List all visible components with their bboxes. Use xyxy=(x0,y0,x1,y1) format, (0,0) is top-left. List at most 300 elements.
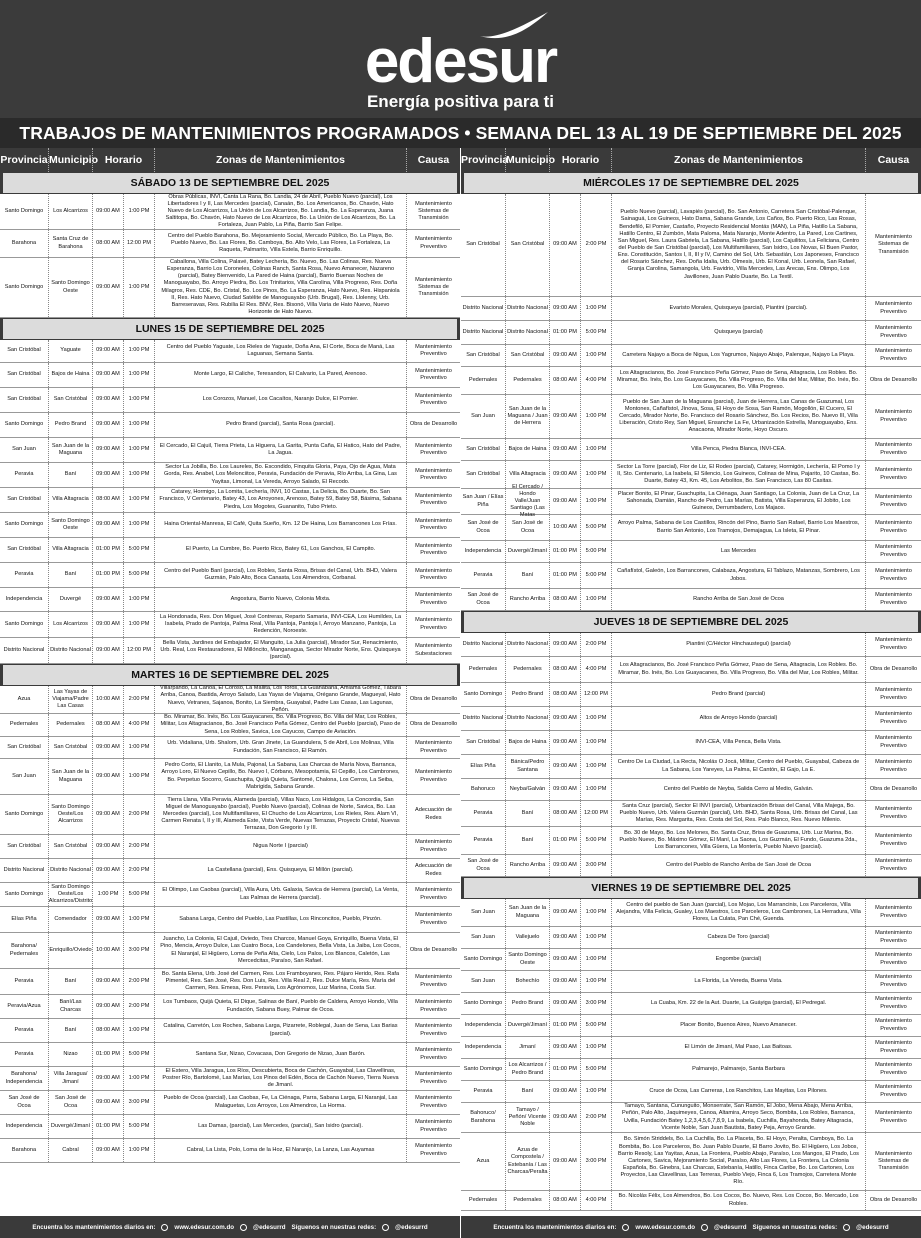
table-row xyxy=(461,194,921,297)
cell-provincia: Peravia xyxy=(473,809,493,816)
cell-hora-inicio: 09:00 AM xyxy=(549,855,580,876)
cell-hora-inicio: 09:00 AM xyxy=(92,588,123,611)
cell-causa: Mantenimiento Sistemas de Transmisión xyxy=(865,194,921,296)
cell-municipio: Baní xyxy=(505,827,549,854)
brand-logo: edesur xyxy=(364,27,557,96)
cell-hora-inicio: 09:00 AM xyxy=(92,438,123,462)
cell-municipio: San Cristóbal xyxy=(48,388,92,412)
cell-municipio: Villa Altagracia xyxy=(48,488,92,512)
cell-hora-inicio: 01:00 PM xyxy=(549,541,580,562)
table-row xyxy=(0,612,460,638)
cell-provincia: Distrito Nacional xyxy=(462,328,504,335)
cell-provincia: San Cristóbal xyxy=(466,351,500,358)
cell-hora-inicio: 09:00 AM xyxy=(549,731,580,754)
footer-handle2[interactable]: @edesurrd xyxy=(395,1223,428,1231)
cell-municipio: Pedro Brand xyxy=(505,993,549,1014)
cell-causa: Mantenimiento Preventivo xyxy=(865,855,921,876)
footer-follow: Síguenos en nuestras redes: xyxy=(291,1223,377,1231)
table-row xyxy=(0,588,460,612)
cell-provincia: Pedernales xyxy=(468,376,498,383)
table-row xyxy=(0,883,460,907)
cell-hora-inicio: 09:00 AM xyxy=(549,633,580,656)
cell-provincia: Bahoruco/ Barahona xyxy=(470,1110,496,1124)
table-row xyxy=(461,801,921,827)
cell-hora-inicio: 09:00 AM xyxy=(549,395,580,438)
cell-zonas: Engombe (parcial) xyxy=(611,949,865,970)
cell-hora-fin: 4:00 PM xyxy=(123,714,154,736)
table-row xyxy=(0,1019,460,1043)
table-row xyxy=(0,1139,460,1163)
cell-causa: Obra de Desarrollo xyxy=(406,686,460,713)
cell-zonas: Rancho Arriba de San José de Ocoa xyxy=(611,589,865,610)
cell-zonas: Bo. Simón Striddels, Bo. La Cuchilla, Bo. La Placeta, Bo. El Hoyo, Peralta, Camboya, Bo. La Bombita, Bo. Los Parceleros, Bo. Juan Pablo Duarte, El Barro Jovito, Bo. El Higüero, Los Jobos, Barrio Resoly, Las Yayitas, Azua, La Frontera, Pueblo Abajo, Paraíso, Los Mangos, El Prado, Los Cartones, Savica, Mejoramiento Social, Paraíso, Alto Las Flores, La Frontera, La Colonia Española, Bo. Ginebra, Las Charcas, Estebanía, Hatillo, Finca Caribe, Bo. Los Cartones, Los Proyectos, Las Clavellinas, Las Terreras, Pueblo Viejo, Finca 6, Los Tramojos, Carretera Monte Río. xyxy=(611,1133,865,1190)
cell-provincia: Santo Domingo xyxy=(4,890,44,897)
cell-provincia: Pedernales xyxy=(468,1196,498,1203)
cell-hora-fin: 1:00 PM xyxy=(123,258,154,317)
cell-causa: Mantenimiento Preventivo xyxy=(406,995,460,1018)
table-row xyxy=(461,395,921,439)
table-row xyxy=(0,907,460,933)
cell-provincia: San Juan / Elías Piña xyxy=(462,494,504,508)
cell-hora-fin: 3:00 PM xyxy=(580,993,611,1014)
day-label: SÁBADO 13 DE SEPTIEMBRE DEL 2025 xyxy=(2,172,458,194)
table-row xyxy=(0,488,460,513)
cell-hora-inicio: 10:00 AM xyxy=(549,515,580,540)
cell-hora-inicio: 09:00 AM xyxy=(92,1067,123,1090)
cell-hora-fin: 12:00 PM xyxy=(580,801,611,826)
cell-provincia: Azua xyxy=(17,695,31,702)
footer-web[interactable]: www.edesur.com.do xyxy=(635,1223,696,1231)
cell-hora-inicio: 09:00 AM xyxy=(92,995,123,1018)
day-header xyxy=(461,611,921,633)
cell-zonas: Villa Penca, Piedra Blanca, INVI-CEA. xyxy=(611,439,865,460)
cell-provincia: Peravia xyxy=(14,1050,34,1057)
cell-causa: Obra de Desarrollo xyxy=(865,1191,921,1210)
cell-zonas: Los Altagracianos, Bo. José Francisco Peña Gómez, Paso de Sena, Altagracia, Los Robles. Bo. Miramar, Bo. Inés, Bo. Los Guayacanes, Bo. Villa Progreso, Bo. Villa del Mar, Los Robles, Militar. xyxy=(611,657,865,682)
cell-provincia: Peravia xyxy=(14,977,34,984)
cell-hora-inicio: 08:00 AM xyxy=(92,1019,123,1042)
cell-causa: Adecuación de Redes xyxy=(406,795,460,834)
cell-municipio: Baní xyxy=(505,563,549,588)
cell-zonas: Tamayo, Santana, Cununguito, Monserrate, San Ramón, El Jobo, Mena Abajo, Mena Arriba, Peñón, Palo Alto, Jaquimeyes, Canoa, Altamira, Arroyo Seco, Bombita, Los Robles, Barranca, Uvilla, Fundación Batey 1,2,3,4,5,6,7,8,9, La Isabela, Cuchilla, Bayahonda, Batey Altagracia, Vicente Noble, San Juan Bautista, Batey Peja, Arroyo Grande. xyxy=(611,1103,865,1132)
cell-hora-fin: 5:00 PM xyxy=(123,538,154,562)
cell-hora-inicio: 09:00 AM xyxy=(549,439,580,460)
cell-hora-fin: 1:00 PM xyxy=(123,737,154,758)
cell-hora-fin: 5:00 PM xyxy=(580,541,611,562)
table-row xyxy=(461,367,921,395)
col-provincia: Provincia xyxy=(461,154,509,166)
social-icons[interactable] xyxy=(382,1224,389,1231)
cell-hora-inicio: 09:00 AM xyxy=(92,737,123,758)
cell-zonas: Santana Sur, Nizao, Covacasa, Don Gregorio de Nizao, Juan Barón. xyxy=(154,1043,406,1066)
table-row xyxy=(461,657,921,683)
cell-causa: Mantenimiento Preventivo xyxy=(406,563,460,587)
cell-provincia: San Juan xyxy=(471,933,495,940)
schedule-column-left xyxy=(0,172,460,1216)
cell-hora-fin: 1:00 PM xyxy=(580,395,611,438)
cell-causa: Mantenimiento Preventivo xyxy=(406,388,460,412)
cell-zonas: Cañafístol, Galeón, Los Barrancones, Calabaza, Angostura, El Tablazo, Matanzas, Sombrero, Los Jobos. xyxy=(611,563,865,588)
table-row xyxy=(0,638,460,664)
cell-provincia: Santo Domingo xyxy=(4,521,44,528)
cell-hora-inicio: 09:00 AM xyxy=(92,638,123,663)
cell-zonas: Carretera Najayo a Boca de Nigua, Los Yagrumos, Najayo Abajo, Palenque, Najayo La Playa. xyxy=(611,345,865,366)
cell-provincia: San Juan xyxy=(471,412,495,419)
cell-hora-inicio: 01:00 PM xyxy=(549,1015,580,1036)
cell-hora-fin: 1:00 PM xyxy=(123,1019,154,1042)
day-label: JUEVES 18 DE SEPTIEMBRE DEL 2025 xyxy=(463,611,919,633)
cell-municipio: Cabral xyxy=(48,1139,92,1162)
cell-municipio: Duvergé xyxy=(48,588,92,611)
table-row xyxy=(461,1103,921,1133)
cell-zonas: Centro del pueblo de San Juan (parcial), Los Mojao, Los Marrancinis, Los Parceleros, Villa Alejandra, Villa Felicia, Gualey, Los Maestros, Los Parceleros, Los Cambrones, La Herradura, Villa Flores, La Culata, Pan Ché, Guenda. xyxy=(611,899,865,926)
table-row xyxy=(461,1133,921,1191)
table-row xyxy=(0,363,460,388)
col-zonas: Zonas de Mantenimientos xyxy=(611,148,865,172)
cell-zonas: El Puerto, La Cumbre, Bo. Puerto Rico, Batey 61, Los Ganchos, El Campito. xyxy=(154,538,406,562)
cell-hora-fin: 1:00 PM xyxy=(580,707,611,730)
cell-provincia: San Cristóbal xyxy=(7,546,41,553)
cell-provincia: Independencia xyxy=(464,547,502,554)
cell-provincia: San Cristóbal xyxy=(466,738,500,745)
cell-hora-fin: 2:00 PM xyxy=(580,194,611,296)
cell-provincia: San Cristóbal xyxy=(466,445,500,452)
table-row xyxy=(0,859,460,883)
cell-municipio: El Cercado / Hondo Valle/Juan Santiago (Las Matas xyxy=(505,489,549,514)
table-row xyxy=(0,995,460,1019)
cell-municipio: Yaguate xyxy=(48,340,92,362)
cell-provincia: Pedernales xyxy=(9,721,39,728)
cell-hora-inicio: 09:00 AM xyxy=(92,194,123,229)
cell-provincia: Independencia xyxy=(5,595,43,602)
cell-hora-fin: 1:00 PM xyxy=(580,971,611,992)
cell-hora-inicio: 09:00 AM xyxy=(549,899,580,926)
cell-municipio: Santo Domingo Oeste xyxy=(48,258,92,317)
table-row xyxy=(0,194,460,230)
cell-municipio: Neyba/Galván xyxy=(505,779,549,800)
cell-provincia: Santo Domingo xyxy=(4,620,44,627)
cell-hora-inicio: 09:00 AM xyxy=(92,1139,123,1162)
cell-hora-fin: 5:00 PM xyxy=(580,1059,611,1080)
day-header xyxy=(0,664,460,686)
cell-municipio: San Juan de la Maguana xyxy=(48,759,92,794)
cell-municipio: San Cristóbal xyxy=(505,345,549,366)
table-row xyxy=(0,835,460,859)
table-row xyxy=(461,483,921,519)
cell-municipio: Nizao xyxy=(48,1043,92,1066)
cell-zonas: La Cuaba, Km. 22 de la Aut. Duarte, La Guáyiga (parcial), El Pedregal. xyxy=(611,993,865,1014)
cell-hora-inicio: 01:00 PM xyxy=(549,563,580,588)
cell-provincia: Peravia xyxy=(14,1026,34,1033)
footer-web[interactable]: www.edesur.com.do xyxy=(174,1223,235,1231)
col-causa: Causa xyxy=(865,148,921,172)
cell-municipio: Vallejuelo xyxy=(505,927,549,948)
cell-provincia: San Cristóbal xyxy=(7,743,41,750)
cell-hora-fin: 1:00 PM xyxy=(580,779,611,800)
cell-municipio: Bánica/Pedro Santana xyxy=(505,755,549,778)
footer-text: Encuentra los mantenimientos diarios en: xyxy=(32,1223,156,1231)
cell-municipio: San Juan de la Maguana xyxy=(48,438,92,462)
cell-provincia: Peravia xyxy=(14,571,34,578)
cell-hora-inicio: 09:00 AM xyxy=(549,461,580,488)
cell-hora-fin: 1:00 PM xyxy=(123,907,154,932)
cell-provincia: Independencia xyxy=(5,1122,43,1129)
cell-causa: Mantenimiento Preventivo xyxy=(406,737,460,758)
cell-municipio: Bajos de Haina xyxy=(505,439,549,460)
footer-handle[interactable]: @edesurrd xyxy=(714,1223,747,1231)
cell-hora-fin: 1:00 PM xyxy=(123,513,154,537)
table-row xyxy=(0,413,460,438)
cell-zonas: Monte Largo, El Caliche, Teresandon, El Calvario, La Pared, Arenoso. xyxy=(154,363,406,387)
table-row xyxy=(0,563,460,588)
cell-provincia: San Cristóbal xyxy=(7,396,41,403)
cell-hora-fin: 1:00 PM xyxy=(580,731,611,754)
cell-hora-fin: 1:00 PM xyxy=(123,463,154,487)
cell-causa: Mantenimiento Preventivo xyxy=(406,538,460,562)
cell-hora-fin: 1:00 PM xyxy=(123,759,154,794)
cell-hora-inicio: 08:00 AM xyxy=(92,230,123,257)
cell-causa: Mantenimiento Preventivo xyxy=(406,1091,460,1114)
cell-municipio: Santo Domingo Oeste xyxy=(48,513,92,537)
cell-causa: Mantenimiento Preventivo xyxy=(865,1081,921,1102)
cell-hora-fin: 1:00 PM xyxy=(580,439,611,460)
cell-causa: Mantenimiento Preventivo xyxy=(406,488,460,512)
cell-causa: Mantenimiento Sistemas de Transmisión xyxy=(865,1133,921,1190)
cell-municipio: Los Alcarrizos / Pedro Brand xyxy=(505,1059,549,1080)
cell-municipio: Santo Domingo Oeste/Los Alcarrizos xyxy=(48,795,92,834)
cell-hora-fin: 2:00 PM xyxy=(580,633,611,656)
cell-zonas: Haina Oriental-Manresa, El Café, Quita Sueño, Km. 12 De Haina, Los Barrancones Los Frías. xyxy=(154,513,406,537)
cell-hora-fin: 1:00 PM xyxy=(580,489,611,514)
cell-provincia: Santo Domingo xyxy=(4,810,44,817)
cell-hora-fin: 5:00 PM xyxy=(123,1043,154,1066)
table-row xyxy=(461,731,921,755)
cell-hora-inicio: 09:00 AM xyxy=(92,835,123,858)
cell-hora-fin: 1:00 PM xyxy=(123,612,154,637)
cell-causa: Mantenimiento Preventivo xyxy=(865,707,921,730)
table-row xyxy=(0,759,460,795)
table-row xyxy=(0,258,460,318)
cell-causa: Mantenimiento Preventivo xyxy=(865,589,921,610)
cell-municipio: Bajos de Haina xyxy=(505,731,549,754)
cell-causa: Mantenimiento Preventivo xyxy=(865,899,921,926)
footer-handle2[interactable]: @edesurrd xyxy=(856,1223,889,1231)
cell-zonas: Los Altagracianos, Bo. José Francisco Peña Gómez, Paso de Sena, Altagracia, Los Robles. Bo. Miramar, Bo. Inés, Bo. Los Guayacanes, Bo. Villa Progreso, Bo. Villa del Mar, Militar, Bo. Inés, Bo. Los Guayacanes, Bo. Villa Progreso. xyxy=(611,367,865,394)
table-row xyxy=(0,1091,460,1115)
footer-handle[interactable]: @edesurrd xyxy=(253,1223,286,1231)
cell-hora-inicio: 09:00 AM xyxy=(549,779,580,800)
cell-municipio: Los Alcarrizos xyxy=(48,194,92,229)
cell-zonas: El Olimpo, Las Caobas (parcial), Villa Aura, Urb. Galaxia, Savica de Herrera (parcial), La Venta, Las Palmas de Herrera (parcial). xyxy=(154,883,406,906)
cell-hora-inicio: 09:00 AM xyxy=(549,1037,580,1058)
cell-zonas: Sector La Jobilla, Bo. Los Laureles, Bo. Escondido, Finquita Gloria, Paya, Ojo de Agua, Mata Gorda, Res. Anabel, Los Melonciitos, Peravia, Fundación de Peravia, Río Arriba, La Gina, Las Yayitas, Limonal, La Vereda, Arroyo Salado, El Recodo. xyxy=(154,463,406,487)
table-row xyxy=(461,297,921,321)
cell-hora-inicio: 08:00 AM xyxy=(92,714,123,736)
cell-causa: Mantenimiento Preventivo xyxy=(406,883,460,906)
cell-provincia: San Cristóbal xyxy=(7,496,41,503)
table-row xyxy=(461,633,921,657)
cell-zonas: El Limón de Jimaní, Mal Paso, Las Baitoas. xyxy=(611,1037,865,1058)
cell-causa: Mantenimiento Preventivo xyxy=(865,927,921,948)
cell-hora-fin: 1:00 PM xyxy=(123,1139,154,1162)
cell-provincia: Elías Piña xyxy=(470,762,496,769)
table-row xyxy=(461,1059,921,1081)
cell-hora-inicio: 08:00 AM xyxy=(549,367,580,394)
cell-causa: Mantenimiento Preventivo xyxy=(865,731,921,754)
cell-municipio: Azua de Compostela / Estebanía / Las Charcas/Peralta xyxy=(505,1133,549,1190)
table-row xyxy=(461,899,921,927)
cell-provincia: San José de Ocoa xyxy=(8,1095,40,1109)
cell-hora-fin: 3:00 PM xyxy=(580,1133,611,1190)
cell-causa: Mantenimiento Preventivo xyxy=(406,1115,460,1138)
cell-municipio: Distrito Nacional xyxy=(505,297,549,320)
cell-zonas: Sabana Larga, Centro del Pueblo, Las Pastillas, Los Rinconcitos, Pueblo, Pinzón. xyxy=(154,907,406,932)
cell-hora-inicio: 09:00 AM xyxy=(549,1103,580,1132)
col-causa: Causa xyxy=(406,148,460,172)
cell-zonas: Las Mercedes xyxy=(611,541,865,562)
cell-causa: Mantenimiento Preventivo xyxy=(865,541,921,562)
cell-municipio: San Cristóbal xyxy=(505,194,549,296)
cell-municipio: Pedernales xyxy=(48,714,92,736)
cell-hora-inicio: 09:00 AM xyxy=(92,1091,123,1114)
cell-hora-inicio: 09:00 AM xyxy=(549,755,580,778)
cell-municipio: Bohechío xyxy=(505,971,549,992)
cell-zonas: Nigua Norte I (parcial) xyxy=(154,835,406,858)
cell-zonas: Pueblo de Ocoa (parcial), Las Caobas, Fe, La Ciénaga, Parra, Sabana Larga, El Naranjal, Las Malaguetas, Los Arroyos, Los Almendros, La Horma. xyxy=(154,1091,406,1114)
cell-provincia: Distrito Nacional xyxy=(462,714,504,721)
table-row xyxy=(0,1067,460,1091)
cell-municipio: Duvergé/Jimaní xyxy=(48,1115,92,1138)
table-row xyxy=(461,855,921,877)
cell-provincia: Santo Domingo xyxy=(4,421,44,428)
cell-zonas: Pedro Corto, El Llanito, La Mula, Pajonal, La Sabana, Las Charcas de María Nova, Barranca, Arroyo Loro, El Nuevo Cepillo, Bo. Nuevo I, Córbano, Mesopotamia, El Cepillo, Los Cambrones, Bo. Perpetuo Socorro, Guachupita, Quijá Quieta, Santomé, Chalona, Los Cerros, La Seiba, Mabrigida, Sabana Grande. xyxy=(154,759,406,794)
table-row xyxy=(461,345,921,367)
day-header xyxy=(461,877,921,899)
cell-zonas: INVI-CEA, Villa Penca, Bella Vista. xyxy=(611,731,865,754)
cell-municipio: Santo Domingo Oeste xyxy=(505,949,549,970)
cell-municipio: Baní xyxy=(505,801,549,826)
cell-zonas: Caballona, Villa Colina, Palavé, Batey Lechería, Bo. Nuevo, Bo. Las Colinas, Res. Nueva Esperanza, Barrio Los Coroneles, Colinas Ranch, Santa Rosa, Nuevo Amanecer, Nazareno (parcial), Batey Bienvenido, La Pared de Haina (parcial), Barrio Buenas Noches de Manoguayabo, Bo. Arroyo Piedra, Bo. Los Trinitarios, Villa Carolina, Villa Progreso, Res. Doña Milagros, Res. CDE, Bo. Cristal, Bo. Los Pinos, Bo. La Esperanza, Hato Nuevo, Res. Hispaniola II, Res. Hato Nuevo, Ciudad Satélite de Manoguayabo (Urb. Brugal), Res. Llolenny, Urb. Barreseravas, Res. Rubilia El Res. BNV, Res. Bisonó, Villa Varia de Hato Nuevo, Nuevo Horizonte de Hato Nuevo. xyxy=(154,258,406,317)
cell-causa: Mantenimiento Preventivo xyxy=(406,340,460,362)
cell-zonas: Centro del Pueblo de Neyba, Salida Cerro al Medio, Galván. xyxy=(611,779,865,800)
cell-provincia: Barahona xyxy=(11,239,37,246)
cell-provincia: Bahoruco xyxy=(471,785,495,792)
cell-provincia: San José de Ocoa xyxy=(467,520,499,534)
cell-municipio: Comendador xyxy=(48,907,92,932)
social-icons[interactable] xyxy=(843,1224,850,1231)
cell-zonas: Altos de Arroyo Hondo (parcial) xyxy=(611,707,865,730)
table-row xyxy=(461,563,921,589)
cell-zonas: Pedro Brand (parcial) xyxy=(611,683,865,706)
cell-causa: Mantenimiento Preventivo xyxy=(865,755,921,778)
cell-municipio: Enriquillo/Oviedo xyxy=(48,933,92,968)
cell-hora-inicio: 10:00 AM xyxy=(92,933,123,968)
cell-hora-fin: 1:00 PM xyxy=(123,588,154,611)
cell-provincia: San José de Ocoa xyxy=(467,592,499,606)
cell-hora-fin: 5:00 PM xyxy=(580,1015,611,1036)
cell-hora-inicio: 09:00 AM xyxy=(92,363,123,387)
table-row xyxy=(461,993,921,1015)
cell-hora-inicio: 09:00 AM xyxy=(92,907,123,932)
cell-hora-fin: 1:00 PM xyxy=(580,755,611,778)
cell-provincia: Distrito Nacional xyxy=(462,640,504,647)
cell-zonas: Centro del Pueblo Barahona, Bo. Mejoramiento Social, Mercado Público, Bo. La Playa, Bo. Pueblo Nuevo, Bo. Las Flores, Bo. Camboya, Bo. Alto Velo, Las Flores, La Fortaleza, La Raqueta, Palmarito, Villa Estela, Barrio Enriquillo. xyxy=(154,230,406,257)
cell-provincia: Santo Domingo xyxy=(463,690,503,697)
cell-hora-fin: 2:00 PM xyxy=(123,795,154,834)
cell-provincia: San Cristóbal xyxy=(7,371,41,378)
cell-causa: Mantenimiento Subestaciones xyxy=(406,638,460,663)
cell-hora-fin: 4:00 PM xyxy=(580,1191,611,1210)
cell-provincia: San Cristóbal xyxy=(466,470,500,477)
cell-zonas: Centro del Pueblo de Rancho Arriba de San José de Ocoa xyxy=(611,855,865,876)
cell-hora-fin: 2:00 PM xyxy=(123,686,154,713)
cell-causa: Mantenimiento Preventivo xyxy=(406,612,460,637)
column-header-right xyxy=(461,148,921,172)
cell-zonas: Cruce de Ocoa, Las Carreras, Los Ranchitos, Las Mayitas, Los Pilones. xyxy=(611,1081,865,1102)
cell-zonas: Tierra Llana, Villa Peravia, Alameda (parcial), Villas Naco, Los Hidalgos, La Concordia, San Miguel de Manoguayabo (parcial), Pueblo Nuevo (parcial), Colinas de Norte, Savica, Bo. Las Mercedes (parcial), Los Multifamiliares, El Chucho de Los Alcarrizos, Los Rieles, Res. Alam VI, Carmen Renata I, II y III, Alameda Este, Vista Verde, Nuevas Terrazas, Proyecto Cristal, Nuevas Terrazas, Don Gregorio I y III. xyxy=(154,795,406,834)
cell-municipio: Rancho Arriba xyxy=(505,855,549,876)
cell-municipio: San Cristóbal xyxy=(48,737,92,758)
cell-causa: Mantenimiento Preventivo xyxy=(406,1043,460,1066)
cell-zonas: Obras Públicas, INVI, Canta La Rana, Bo. Landia, 24 de Abril, Pueblo Nuevo (parcial), Los Libertadores I y II, Las Mercedes (parcial), Canaán, Bo. Los Americanos, Bo. Chavón, Hato Nuevo de Los Alcarrizos, La Unión de Los Alcarrizos, Bo. Landia, Bo. La Esperanza, Juana Saltitopa, Bo. Chavón, Hato Nuevo de Los Alcarrizos, Bo. La Unión de Los Alcarrizos, Bo. La Fortaleza, Juan Pablo, La Piña, Barrio San Felipe. xyxy=(154,194,406,229)
table-row xyxy=(461,1015,921,1037)
cell-hora-inicio: 09:00 AM xyxy=(549,993,580,1014)
instagram-icon xyxy=(701,1224,708,1231)
cell-hora-fin: 5:00 PM xyxy=(580,321,611,344)
cell-hora-inicio: 08:00 AM xyxy=(549,801,580,826)
cell-hora-inicio: 10:00 AM xyxy=(92,686,123,713)
cell-causa: Mantenimiento Preventivo xyxy=(865,827,921,854)
cell-provincia: San Cristóbal xyxy=(7,842,41,849)
globe-icon xyxy=(622,1224,629,1231)
table-row xyxy=(0,686,460,714)
cell-causa: Mantenimiento Preventivo xyxy=(406,438,460,462)
cell-provincia: Peravia xyxy=(473,571,493,578)
cell-hora-fin: 5:00 PM xyxy=(580,827,611,854)
cell-provincia: Santo Domingo xyxy=(4,283,44,290)
cell-causa: Obra de Desarrollo xyxy=(406,933,460,968)
cell-municipio: Baní/Las Charcas xyxy=(48,995,92,1018)
cell-causa: Mantenimiento Preventivo xyxy=(406,588,460,611)
cell-causa: Mantenimiento Preventivo xyxy=(406,363,460,387)
table-row xyxy=(461,589,921,611)
cell-causa: Mantenimiento Preventivo xyxy=(406,907,460,932)
cell-provincia: Peravia xyxy=(14,471,34,478)
cell-hora-fin: 2:00 PM xyxy=(123,969,154,994)
cell-causa: Mantenimiento Sistemas de Transmisión xyxy=(406,258,460,317)
cell-hora-inicio: 09:00 AM xyxy=(549,927,580,948)
table-row xyxy=(461,755,921,779)
cell-zonas: Cabeza De Toro (parcial) xyxy=(611,927,865,948)
table-row xyxy=(0,438,460,463)
footer-left xyxy=(0,1216,460,1238)
cell-provincia: Distrito Nacional xyxy=(3,646,45,653)
cell-causa: Obra de Desarrollo xyxy=(406,714,460,736)
cell-municipio: Las Yayas de Viajama/Padre Las Casas xyxy=(48,686,92,713)
cell-zonas: Quisqueya (parcial) xyxy=(611,321,865,344)
cell-provincia: Santo Domingo xyxy=(4,207,44,214)
schedule-column-right xyxy=(461,172,921,1216)
cell-provincia: San Juan xyxy=(471,977,495,984)
cell-hora-fin: 1:00 PM xyxy=(580,1081,611,1102)
cell-zonas: Santa Cruz (parcial), Sector El INVI (parcial), Urbanización Brisas del Canal, Villa Majega, Bo. Pueblo Nuevo, Urb. Valera Guzmán (parcial), Urb. BHD, Santa Rosa, Urb. Brisas del Canal, Las Marías, Res. Margarita, Res. Costa del Sol, Res. Palo Blanco, Res. Nuevo Milenio. xyxy=(611,801,865,826)
table-row xyxy=(0,1043,460,1067)
cell-provincia: Peravia xyxy=(473,836,493,843)
cell-causa: Mantenimiento Preventivo xyxy=(865,633,921,656)
cell-hora-fin: 1:00 PM xyxy=(580,461,611,488)
cell-hora-fin: 1:00 PM xyxy=(123,488,154,512)
cell-causa: Mantenimiento Preventivo xyxy=(865,321,921,344)
